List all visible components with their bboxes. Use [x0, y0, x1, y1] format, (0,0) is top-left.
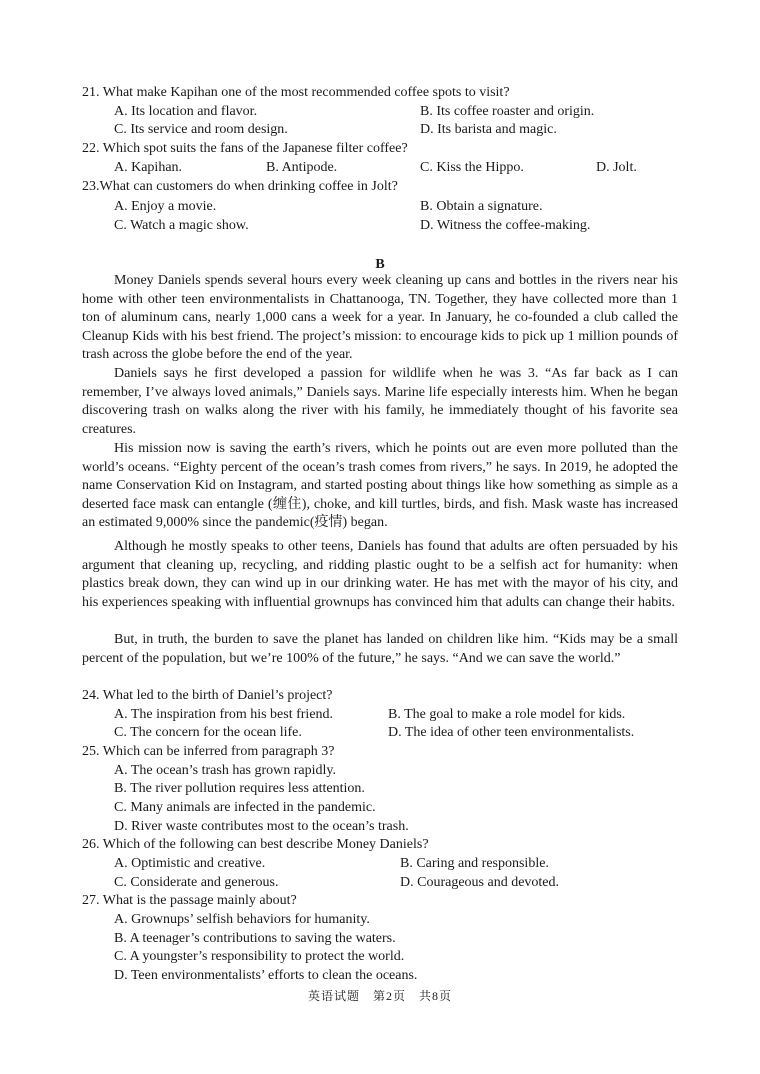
question-21-option-c: C. Its service and room design. [114, 122, 288, 137]
question-22-option-a: A. Kapihan. [114, 160, 183, 175]
question-26-option-a: A. Optimistic and creative. [114, 856, 266, 871]
question-25-option-d: D. River waste contributes most to the ocean’s trash. [114, 819, 409, 834]
question-21-option-d: D. Its barista and magic. [420, 122, 557, 137]
section-b-heading: B [375, 257, 385, 272]
question-27-option-c: C. A youngster’s responsibility to protect the world. [114, 949, 405, 964]
question-23-option-d: D. Witness the coffee-making. [420, 218, 591, 233]
question-24-option-c: C. The concern for the ocean life. [114, 725, 302, 740]
question-25-option-a: A. The ocean’s trash has grown rapidly. [114, 763, 336, 778]
question-21-stem: 21. What make Kapihan one of the most recommended coffee spots to visit? [82, 85, 510, 100]
question-23-stem: 23.What can customers do when drinking coffee in Jolt? [82, 179, 398, 194]
question-27-stem: 27. What is the passage mainly about? [82, 893, 297, 908]
question-23-option-b: B. Obtain a signature. [420, 199, 543, 214]
question-27-option-a: A. Grownups’ selfish behaviors for humanity. [114, 912, 370, 927]
question-26-stem: 26. Which of the following can best describe Money Daniels? [82, 837, 429, 852]
question-22-stem: 22. Which spot suits the fans of the Japanese filter coffee? [82, 141, 408, 156]
question-22-option-d: D. Jolt. [596, 160, 637, 175]
question-25-option-c: C. Many animals are infected in the pandemic. [114, 800, 376, 815]
question-25-option-b: B. The river pollution requires less attention. [114, 781, 365, 796]
question-26-option-d: D. Courageous and devoted. [400, 875, 560, 890]
passage-paragraph-2: Daniels says he first developed a passion for wildlife when he was 3. “As far back as I can remember, I’ve always loved animals,” Daniels says. Marine life especially interests him. When he began discovering trash on walks along the river with his family, he immediately thought of his favorite sea creatures. [82, 366, 678, 437]
passage-paragraph-3: His mission now is saving the earth’s rivers, which he points out are even more polluted than the world’s oceans. “Eighty percent of the ocean’s trash comes from rivers,” he says. In 2019, he adopted the name Conservation Kid on Instagram, and started posting about things like how something as simple as a deserted face mask can entangle (缠住), choke, and kill turtles, birds, and fish. Mask waste has increased an estimated 9,000% since the pandemic(疫情) began. [82, 441, 678, 531]
question-22-option-b: B. Antipode. [266, 160, 338, 175]
question-24-option-a: A. The inspiration from his best friend. [114, 707, 334, 722]
question-23-option-a: A. Enjoy a movie. [114, 199, 217, 214]
question-22-option-c: C. Kiss the Hippo. [420, 160, 524, 175]
passage-paragraph-5: But, in truth, the burden to save the planet has landed on children like him. “Kids may be a small percent of the population, but we’re 100% of the future,” he says. “And we can save the world.” [82, 632, 678, 666]
question-27-option-b: B. A teenager’s contributions to saving the waters. [114, 931, 396, 946]
question-21-option-a: A. Its location and flavor. [114, 104, 258, 119]
question-23-option-c: C. Watch a magic show. [114, 218, 249, 233]
question-21-option-b: B. Its coffee roaster and origin. [420, 104, 595, 119]
page-footer: 英语试题 第2页 共8页 [307, 989, 452, 1003]
passage-paragraph-4: Although he mostly speaks to other teens, Daniels has found that adults are often persuaded by his argument that cleaning up, recycling, and ridding plastic ought to be a selfish act for humanity: when plastics break down, they can wind up in our drinking water. He has met with the mayor of his city, and his experiences speaking with influential grownups has convinced him that adults can change their habits. [82, 539, 678, 610]
question-27-option-d: D. Teen environmentalists’ efforts to clean the oceans. [114, 968, 418, 983]
question-26-option-b: B. Caring and responsible. [400, 856, 549, 871]
question-24-option-b: B. The goal to make a role model for kids. [388, 707, 626, 722]
question-25-stem: 25. Which can be inferred from paragraph 3? [82, 744, 335, 759]
passage-paragraph-1: Money Daniels spends several hours every week cleaning up cans and bottles in the rivers near his home with other teen environmentalists in Chattanooga, TN. Together, they have collected more than 1 ton of aluminum cans, nearly 1,000 cans a week for a year. In January, he co-founded a club called the Cleanup Kids with his best friend. The project’s mission: to encourage kids to pick up 1 million pounds of trash across the globe before the end of the year. [82, 273, 678, 363]
question-24-option-d: D. The idea of other teen environmentalists. [388, 725, 635, 740]
question-24-stem: 24. What led to the birth of Daniel’s project? [82, 688, 333, 703]
question-26-option-c: C. Considerate and generous. [114, 875, 279, 890]
